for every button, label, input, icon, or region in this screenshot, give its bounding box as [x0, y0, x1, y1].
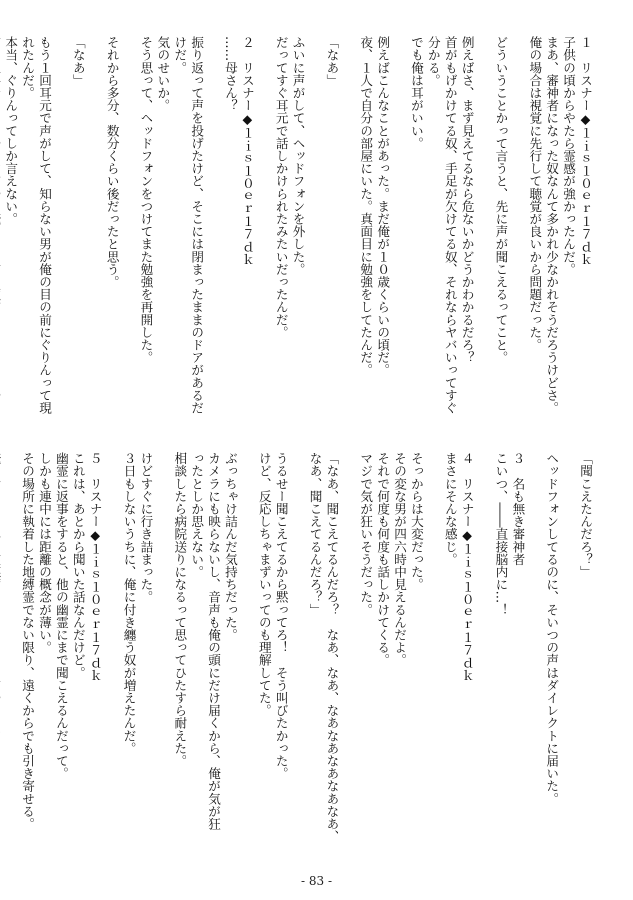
text-line: 首がもげかけてる奴、手足が欠けてる奴、それならヤバいってすぐ: [442, 36, 458, 414]
blank-line: [103, 452, 120, 852]
text-line: 「なあ」: [70, 36, 86, 87]
blank-line: [475, 36, 492, 434]
text-line: 本当、ぐりんってしか言えない。: [3, 36, 19, 225]
text-line: 「聞こえたんだろ？」: [578, 452, 593, 578]
blank-line: [339, 452, 356, 852]
text-line: ぶっちゃけ詰んだ気持ちだった。: [222, 452, 238, 641]
text-line: もう１回耳元で声がして、知らない男が俺の目の前にぐりんって現: [37, 36, 52, 414]
blank-line: [255, 36, 272, 434]
text-line: [0, 452, 1, 852]
text-line: その場所に執着した地縛霊でない限り、遠くからでも引き寄せる。: [20, 452, 36, 830]
text-line: しかも連中には距離の概念が薄い。: [37, 452, 52, 654]
text-line: けどすぐに行き詰まった。: [138, 452, 154, 604]
text-line: まさにそんな感じ。: [442, 452, 458, 566]
text-line: 「なあ」: [324, 36, 340, 87]
blank-line: [306, 36, 323, 434]
text-line: ったとしか思えない。: [189, 452, 205, 578]
text-line: ４ リスナー◆１ｉｓ１０ｅｒ１７ｄｋ: [459, 452, 475, 682]
text-line: 夜、１人で自分の部屋にいた。真面目に勉強をしてたんだ。: [358, 36, 374, 377]
text-line: でも俺は耳がいい。: [408, 36, 424, 150]
text-line: １ リスナー◆１ｉｓ１０ｅｒ１７ｄｋ: [578, 36, 593, 266]
page-number: - 83 -: [300, 874, 332, 888]
text-line: ヘッドフォンしてるのに、そいつの声はダイレクトに届いた。: [544, 452, 560, 805]
text-line: 幽霊に返事をすると、他の幽霊にまで聞こえるんだって。: [53, 452, 69, 780]
text-line: 俺の場合は視覚に先行して聴覚が良いから問題だった。: [527, 36, 543, 351]
text-line: うるせー聞こえてるから黙ってろ！ そう叫びたかった。: [273, 452, 289, 780]
blank-line: [204, 36, 221, 434]
text-line: れたんだ。: [20, 36, 36, 99]
text-line: どういうことかって言うと、先に声が聞こえるってこと。: [493, 36, 509, 364]
blank-line: [525, 452, 542, 852]
text-line: 振り返って声を投げたけど、そこには閉まったままのドアがあるだ: [189, 36, 205, 414]
text-line: 子供の頃からやたら霊感が強かったんだ。: [561, 36, 577, 276]
text-line: それで何度も何度も話しかけてくる。: [375, 452, 391, 667]
text-line: なあ、聞こえてるんだろ？」: [307, 452, 323, 616]
blank-line: [508, 36, 525, 434]
blank-line: [238, 452, 255, 852]
blank-line: [289, 452, 306, 852]
text-line: ２ リスナー◆１ｉｓ１０ｅｒ１７ｄｋ: [239, 36, 255, 266]
text-line: ……母さん？: [222, 36, 238, 112]
text-line: 相談したら病院送りになるって思ってひたすら耐えた。: [172, 452, 188, 767]
text-line: ３日もしないうちに、俺に付き纏う奴が増えたんだ。: [121, 452, 137, 755]
text-line: そっからは大変だった。: [408, 452, 424, 591]
text-line: 分かる。: [425, 36, 441, 87]
text-line: 「なあ、聞こえてるんだろ？ なあ、なあ、なあなあなあなあなあ、: [324, 452, 340, 843]
blank-line: [52, 36, 69, 434]
text-line: そう思って、ヘッドフォンをつけてまた勉強を再開した。: [138, 36, 154, 364]
blank-line: [559, 452, 576, 852]
text-line: まあ、審神者になった奴なんて多かれ少なかれそうだろうけどさ。: [544, 36, 560, 414]
text-line: これは、あとから聞いた話なんだけど。: [70, 452, 86, 679]
text-line: ３ 名も無き審神者: [510, 452, 526, 566]
blank-line: [339, 36, 356, 434]
blank-line: [120, 36, 137, 434]
blank-line: [1, 452, 18, 852]
text-line: それから多分、数分くらい後だったと思う。: [104, 36, 120, 288]
blank-line: [86, 36, 103, 434]
lower-text-block: [0, 452, 593, 852]
upper-text-block: [0, 36, 593, 434]
text-line: こいつ、――直接脳内に…！: [493, 452, 509, 616]
text-line: ふいに声がして、ヘッドフォンを外した。: [290, 36, 306, 276]
blank-line: [475, 452, 492, 852]
blank-line: [390, 36, 407, 434]
text-line: ５ リスナー◆１ｉｓ１０ｅｒ１７ｄｋ: [87, 452, 103, 682]
text-line: 例えばこんなことがあった。まだ俺が１０歳くらいの頃だ。: [375, 36, 391, 377]
text-line: 例えばさ、まず見えてるなら危ないかどうかわかるだろ？: [459, 36, 475, 364]
text-line: けど、反応しちゃまずいってのも理解してた。: [256, 452, 272, 717]
blank-line: [153, 452, 170, 852]
text-line: その変な男が四六時中見えるんだよ。: [392, 452, 408, 667]
text-line: マジで気が狂いそうだった。: [358, 452, 374, 616]
blank-line: [424, 452, 441, 852]
text-line: 気のせいか。: [155, 36, 171, 112]
text-line: だってすぐ耳元で話しかけられたみたいだったんだ。: [273, 36, 289, 339]
text-line: カメラにも映らないし、音声も俺の頭にだけ届くから、俺が気が狂: [206, 452, 222, 830]
text-line: けだ。: [172, 36, 188, 74]
